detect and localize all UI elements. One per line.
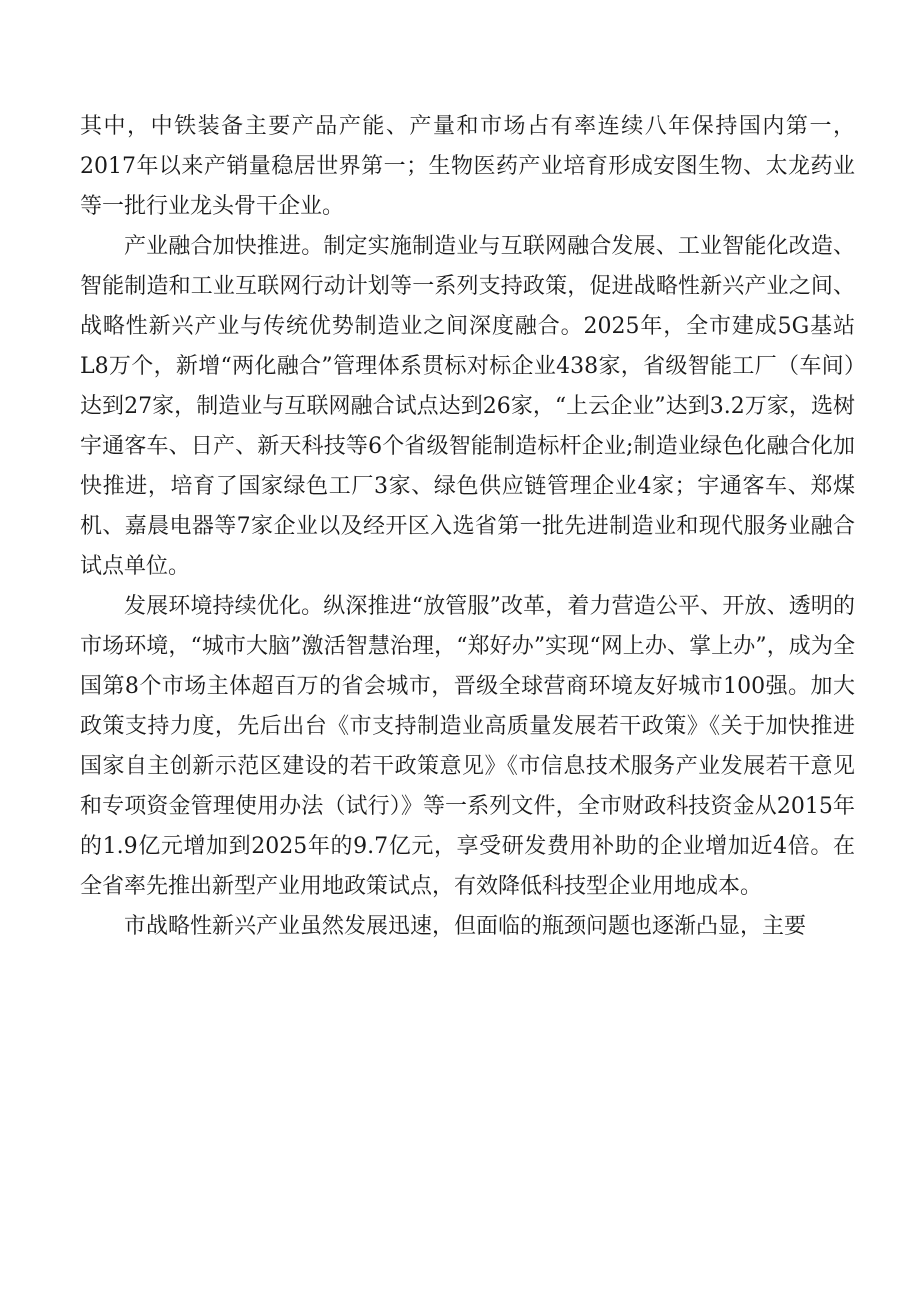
paragraph-environment-optimization: 发展环境持续优化。纵深推进“放管服”改革，着力营造公平、开放、透明的市场环境，“城市大脑”激活智慧治理，“郑好办”实现“网上办、掌上办”，成为全国第8个市场主体超百万的省会城市，晋级全球营商环境友好城市100强。加大政策支持力度，先后出台《市支持制造业高质量发展若干政策》《关于加快推进国家自主创新示范区建设的若干政策意见》《市信息技术服务产业发展若干意见和专项资金管理使用办法（试行）》等一系列文件，全市财政科技资金从2015年的1.9亿元增加到2025年的9.7亿元，享受研发费用补助的企业增加近4倍。在全省率先推出新型产业用地政策试点，有效降低科技型企业用地成本。	[80, 594, 855, 899]
paragraph-industry-integration: 产业融合加快推进。制定实施制造业与互联网融合发展、工业智能化改造、智能制造和工业互联网行动计划等一系列支持政策，促进战略性新兴产业之间、战略性新兴产业与传统优势制造业之间深度融合。2025年，全市建成5G基站L8万个，新增“两化融合”管理体系贯标对标企业438家，省级智能工厂（车间）达到27家，制造业与互联网融合试点达到26家，“上云企业”达到3.2万家，选树宇通客车、日产、新天科技等6个省级智能制造标杆企业;制造业绿色化融合化加快推进，培育了国家绿色工厂3家、绿色供应链管理企业4家；宇通客车、郑煤机、嘉晨电器等7家企业以及经开区入选省第一批先进制造业和现代服务业融合试点单位。	[80, 234, 855, 579]
paragraph-continued: 其中，中铁装备主要产品产能、产量和市场占有率连续八年保持国内第一，2017年以来产销量稳居世界第一；生物医药产业培育形成安图生物、太龙药业等一批行业龙头骨干企业。	[80, 114, 855, 219]
document-body	[80, 107, 855, 947]
paragraph-bottleneck-issues: 市战略性新兴产业虽然发展迅速，但面临的瓶颈问题也逐渐凸显，主要	[124, 914, 807, 939]
